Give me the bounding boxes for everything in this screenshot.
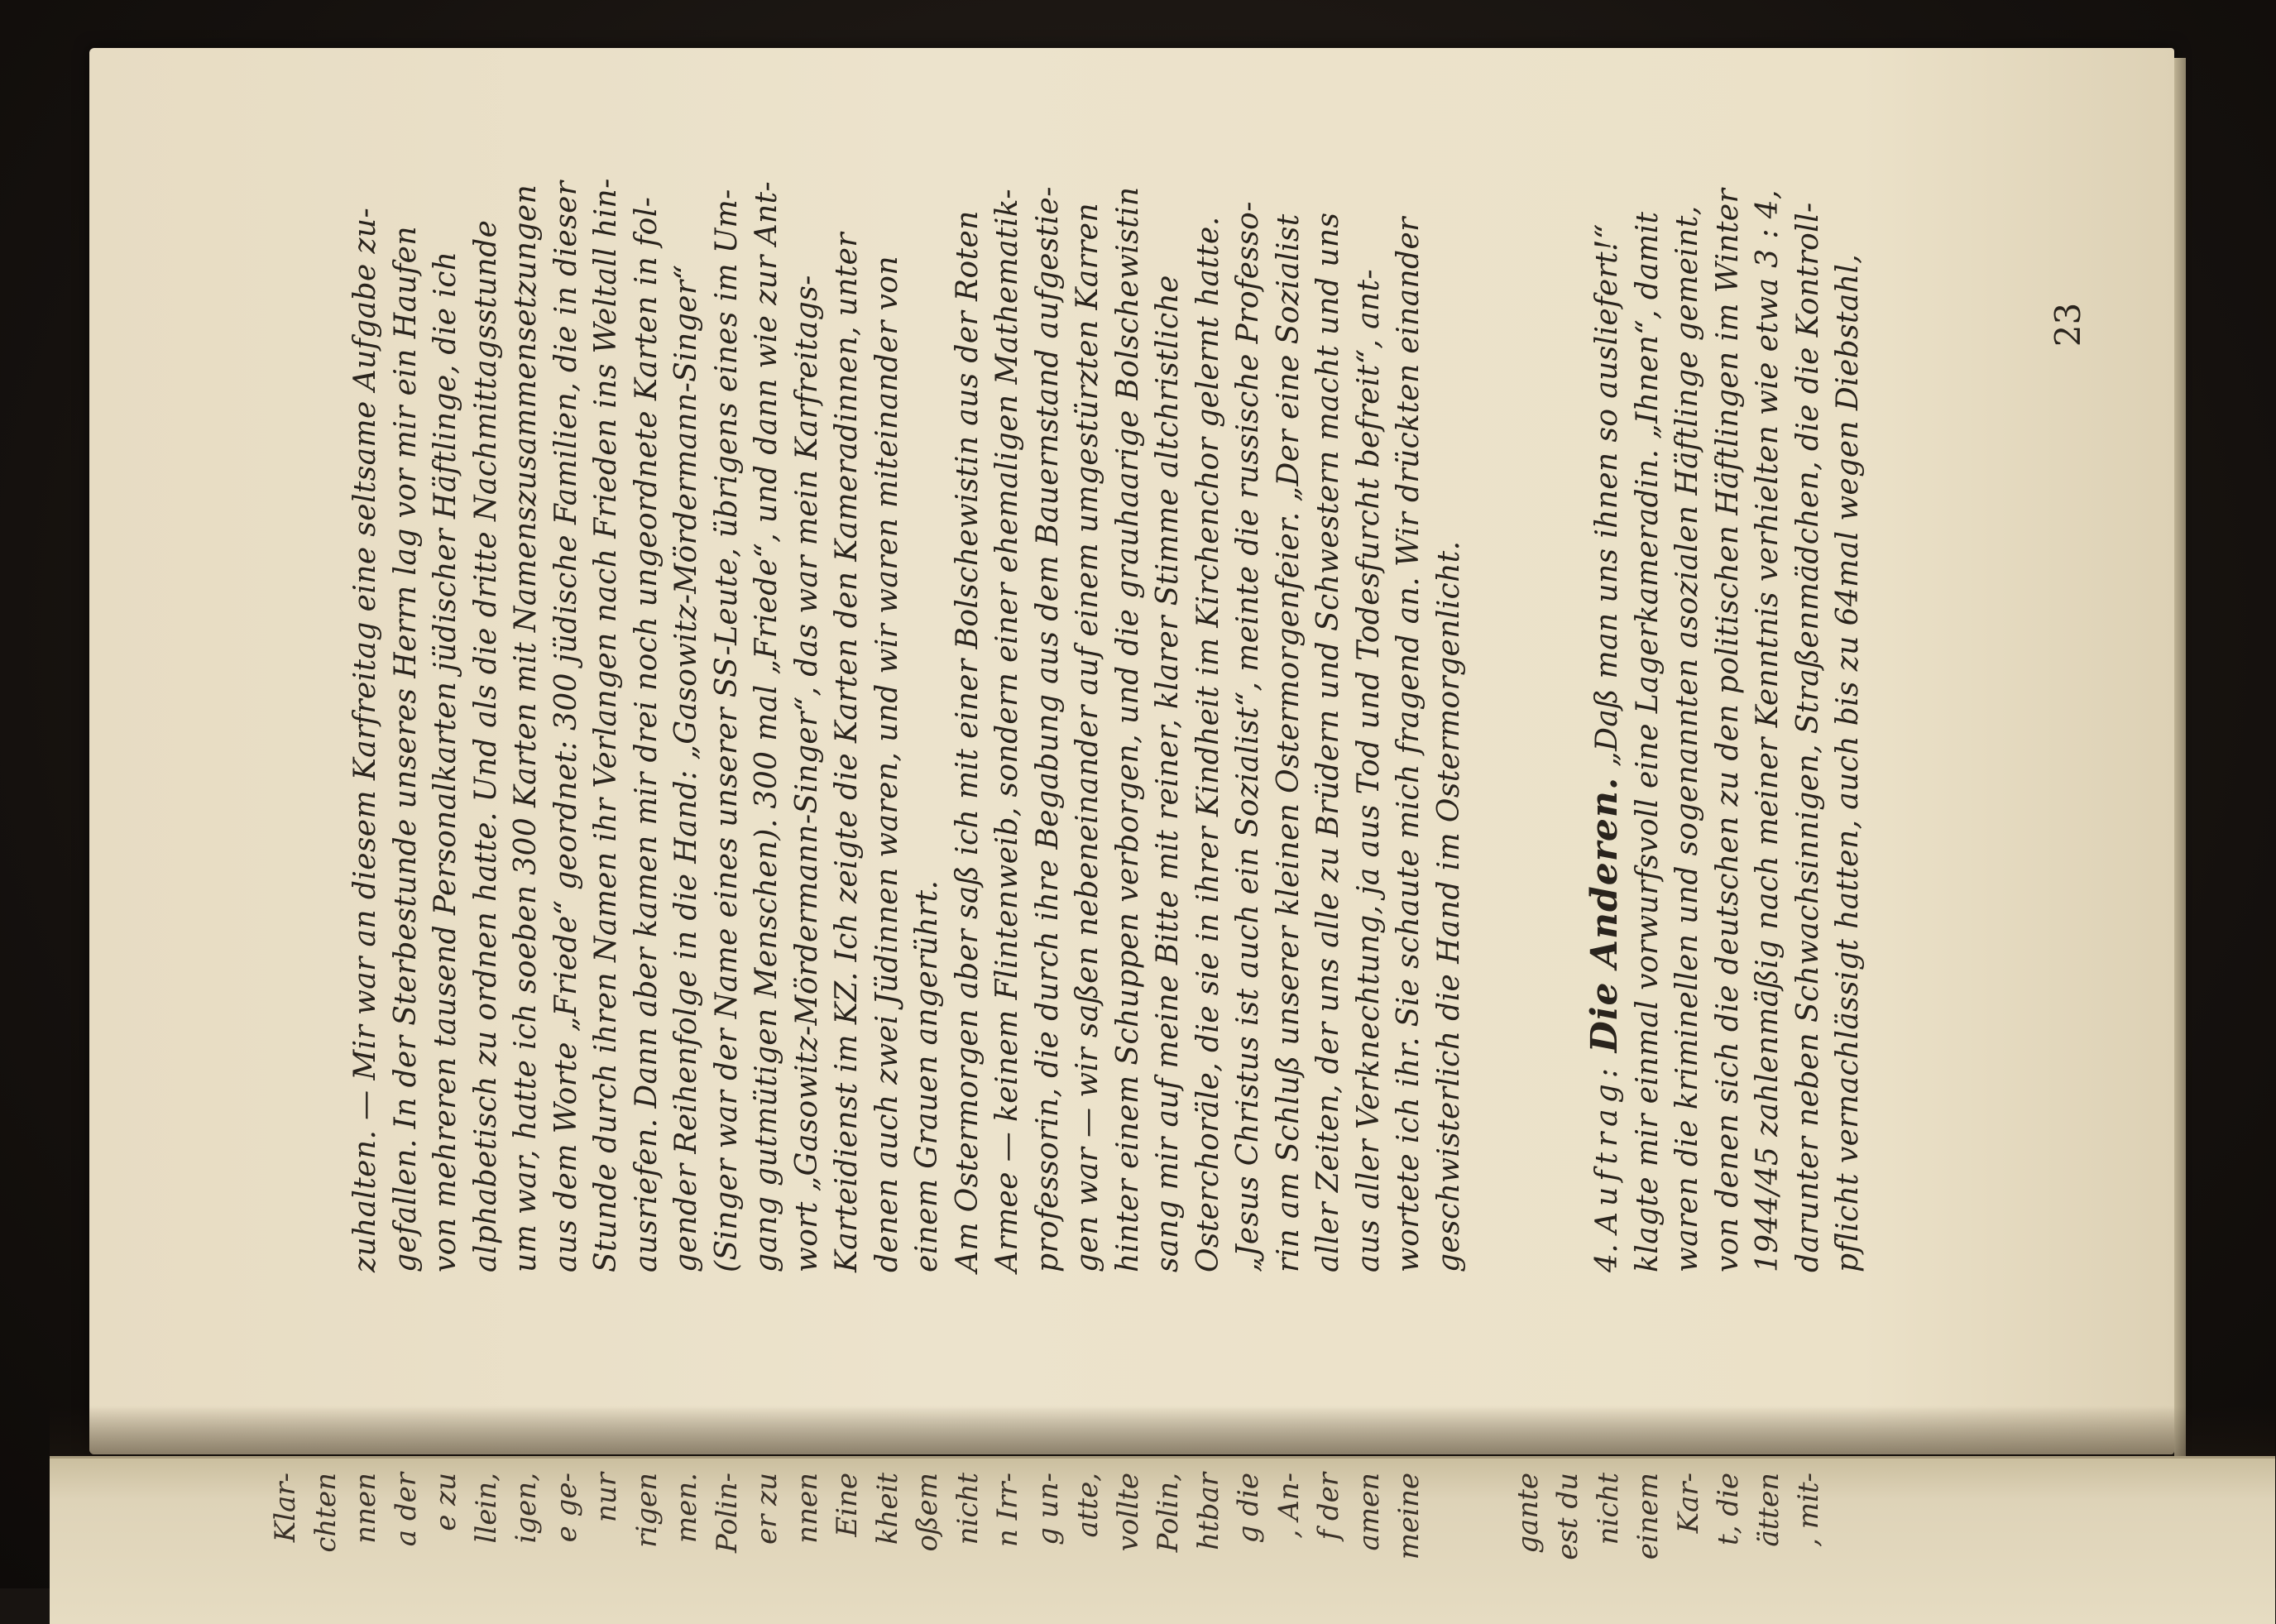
- facing-page-fragment: llein,: [469, 1473, 503, 1544]
- text-line: gang gutmütigen Menschen). 300 mal „Friede“, und dann wie zur Ant-: [750, 180, 783, 1272]
- facing-page-fragment: chten: [309, 1473, 343, 1553]
- section-text: [1628, 114, 1869, 1272]
- text-line: Karteidienst im KZ. Ich zeigte die Karten den Kameradinnen, unter: [830, 232, 864, 1272]
- text-line: (Singer war der Name eines unserer SS-Leute, übrigens eines im Um-: [709, 189, 744, 1272]
- text-line: denen auch zwei Jüdinnen waren, und wir waren miteinander von: [870, 256, 904, 1272]
- facing-page-fragment: gante: [1511, 1473, 1545, 1554]
- text-line: von mehreren tausend Personalkarten jüdischer Häftlinge, die ich: [429, 251, 462, 1272]
- text-line: geschwisterlich die Hand im Ostermorgenlicht.: [1431, 540, 1466, 1272]
- text-line: gender Reihenfolge in die Hand: „Gasowitz-Mördermann-Singer“: [669, 264, 703, 1272]
- text-line: aus dem Worte „Friede“ geordnet: 300 jüdische Familien, die in dieser: [549, 180, 583, 1272]
- text-line: einem Grauen angerührt.: [910, 879, 944, 1272]
- text-line: „Jesus Christus ist auch ein Sozialist“, meinte die russische Professo-: [1231, 201, 1265, 1272]
- text-line: Osterchoräle, die sie in ihrer Kindheit im Kirchenchor gelernt hatte.: [1191, 216, 1225, 1272]
- facing-page-fragment: nnen: [349, 1473, 382, 1544]
- text-line: klagte mir einmal vorwurfsvoll eine Lagerkameradin. „Ihnen“, damit: [1630, 211, 1665, 1272]
- section-gap: [1469, 114, 1585, 1272]
- section-first-line-rest: „Daß man uns ihnen so ausliefert!“: [1590, 223, 1624, 767]
- text-line: aller Zeiten, der uns alle zu Brüdern und Schwestern macht und uns: [1311, 212, 1345, 1272]
- main-text: [346, 114, 1469, 1272]
- facing-page-fragment: e zu: [429, 1473, 462, 1531]
- section-label: Auftrag:: [1590, 1062, 1624, 1234]
- facing-page-fragment: g die: [1232, 1473, 1265, 1544]
- page-number: 23: [2048, 302, 2089, 347]
- facing-page-fragment: nur: [590, 1473, 623, 1523]
- facing-page-fragment: htbar: [1191, 1473, 1225, 1550]
- facing-page-fragment: men.: [670, 1473, 703, 1544]
- facing-page-fragment: kheit: [870, 1473, 904, 1545]
- book-page-right: [89, 48, 2174, 1454]
- text-line: waren die kriminellen und sogenannten asozialen Häftlinge gemeint,: [1670, 205, 1704, 1272]
- text-line: hinter einem Schuppen verborgen, und die grauhaarige Bolschewistin: [1110, 186, 1145, 1272]
- text-line: aus aller Verknechtung, ja aus Tod und Todesfurcht befreit“, ant-: [1351, 269, 1386, 1272]
- facing-page-fragment: amen: [1352, 1473, 1386, 1551]
- text-line: gefallen. In der Sterbestunde unseres Herrn lag vor mir ein Haufen: [388, 226, 423, 1272]
- facing-page-fragment: , mit-: [1792, 1473, 1825, 1547]
- facing-page-fragment: oßem: [911, 1473, 944, 1552]
- facing-page-fragment: n Irr-: [991, 1473, 1024, 1548]
- section-heading: Die Anderen.: [1584, 776, 1626, 1053]
- facing-page-fragment: Klar-: [269, 1473, 302, 1543]
- text-line: darunter neben Schwachsinnigen, Straßenmädchen, die die Kontroll-: [1790, 202, 1825, 1272]
- facing-page-fragment: t, die: [1712, 1473, 1745, 1546]
- facing-page-fragment: , An-: [1272, 1473, 1306, 1539]
- facing-page-fragment: e ge-: [549, 1473, 583, 1543]
- text-line: um war, hatte ich soeben 300 Karten mit Namenszusammensetzungen: [509, 184, 543, 1272]
- facing-page-fragment: Polin-: [710, 1473, 744, 1554]
- facing-page-fragment: Kar-: [1671, 1473, 1705, 1534]
- section-number: 4.: [1590, 1243, 1624, 1272]
- facing-page-fragment: er zu: [750, 1473, 783, 1545]
- facing-page-fragment: Polin,: [1152, 1473, 1185, 1553]
- text-line: Stunde durch ihren Namen ihr Verlangen nach Frieden ins Weltall hin-: [589, 178, 623, 1272]
- facing-page-fragment: rigen: [630, 1473, 664, 1548]
- page-edge: [2174, 58, 2186, 1456]
- text-line: rin am Schluß unserer kleinen Ostermorgenfeier. „Der eine Sozialist: [1271, 213, 1306, 1272]
- text-line: 1944/45 zahlenmäßig nach meiner Kenntnis verhielten wie etwa 3 : 4,: [1751, 189, 1785, 1272]
- facing-page-fragment: a der: [389, 1473, 423, 1547]
- text-line: von denen sich die deutschen zu den politischen Häftlingen im Winter: [1710, 188, 1745, 1272]
- text-line: Am Ostermorgen aber saß ich mit einer Bolschewistin aus der Roten: [950, 210, 985, 1272]
- text-line: Armee — keinem Flintenweib, sondern einer ehemaligen Mathematik-: [990, 189, 1024, 1272]
- text-line: sang mir auf meine Bitte mit reiner, klarer Stimme altchristliche: [1151, 275, 1185, 1272]
- text-line: zuhalten. — Mir war an diesem Karfreitag eine seltsame Aufgabe zu-: [348, 207, 382, 1272]
- facing-page-fragment: atte,: [1071, 1473, 1104, 1538]
- facing-page-fragment: f der: [1312, 1473, 1345, 1540]
- facing-page-fragment: igen,: [510, 1473, 543, 1544]
- text-line: gen war — wir saßen nebeneinander auf einem umgestürzten Karren: [1071, 202, 1104, 1272]
- text-line: wortete ich ihr. Sie schaute mich fragend an. Wir drückten einander: [1392, 217, 1425, 1272]
- text-line: wort „Gasowitz-Mördermann-Singer“, das war mein Karfreitags-: [789, 275, 824, 1272]
- facing-page-fragment: nnen: [790, 1473, 824, 1544]
- text-line: professorin, die durch ihre Begabung aus dem Bauernstand aufgestie-: [1030, 186, 1065, 1272]
- facing-page-fragment: nicht: [951, 1473, 985, 1545]
- text-line: pflicht vernachlässigt hatten, auch bis zu 64mal wegen Diebstahl,: [1831, 253, 1865, 1272]
- text-line: ausriefen. Dann aber kamen mir drei noch ungeordnete Karten in fol-: [629, 196, 664, 1272]
- section-first-line: [1585, 114, 1628, 1272]
- facing-page-fragment: Eine: [831, 1473, 864, 1537]
- facing-page-fragment: meine: [1392, 1473, 1425, 1560]
- facing-page-fragment: est du: [1551, 1473, 1584, 1560]
- facing-page-fragment: vollte: [1111, 1473, 1145, 1552]
- facing-page-fragment: nicht: [1591, 1473, 1625, 1545]
- facing-page-fragment: einem: [1632, 1473, 1665, 1560]
- text-line: alphabetisch zu ordnen hatte. Und als die dritte Nachmittagsstunde: [468, 219, 503, 1272]
- facing-page-fragment: g un-: [1031, 1473, 1065, 1545]
- facing-page-fragment: ätten: [1751, 1473, 1785, 1547]
- page-text-block: [346, 114, 1865, 1272]
